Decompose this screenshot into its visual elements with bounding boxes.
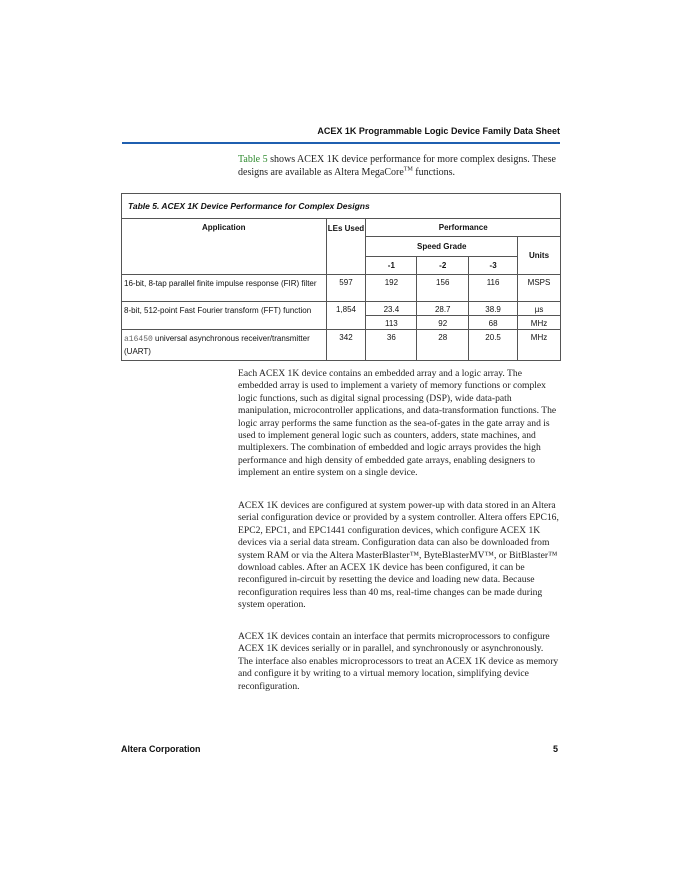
intro-text-1: shows ACEX 1K device performance for more complex designs. These designs are available as Altera MegaCore	[238, 154, 556, 178]
footer-page-number: 5	[553, 744, 559, 754]
cell-grade-2: 156	[417, 275, 469, 302]
header-grade-2: -2	[417, 257, 469, 275]
page-header-title: ACEX 1K Programmable Logic Device Family Data Sheet	[317, 126, 560, 136]
cell-grade-1: 192	[366, 275, 417, 302]
cell-les: 342	[326, 330, 366, 361]
cell-grade-3: 38.9	[469, 302, 518, 316]
cell-units: MHz	[518, 316, 561, 330]
cell-grade-2: 28	[417, 330, 469, 361]
cell-grade-2: 28.7	[417, 302, 469, 316]
paragraph-interface: ACEX 1K devices contain an interface that permits microprocessors to configure ACEX 1K devices serially or in parallel, and synchronously or asynchronously. The interface also enables microprocessors to treat an ACEX 1K device as memory and configure it by writing to a virtual memory location, simplifying device reconfiguration.	[238, 631, 559, 692]
footer-company: Altera Corporation	[121, 744, 201, 754]
cell-units: µs	[518, 302, 561, 316]
cell-grade-3: 116	[469, 275, 518, 302]
table-row	[122, 275, 561, 302]
table-caption: Table 5. ACEX 1K Device Performance for Complex Designs	[122, 194, 561, 219]
paragraph-configuration: ACEX 1K devices are configured at system power-up with data stored in an Altera serial configuration device or provided by a system controller. Altera offers EPC16, EPC2, EPC1, and EPC1441 configuration devices, which configure ACEX 1K devices via a serial data stream. Configuration data can also be downloaded from system RAM or via the Altera MasterBlaster™, ByteBlasterMV™, or BitBlaster™ download cables. After an ACEX 1K device has been configured, it can be reconfigured in-circuit by resetting the device and loading new data. Because reconfiguration requires less than 40 ms, real-time changes can be made during system operation.	[238, 500, 559, 611]
cell-les: 1,854	[326, 302, 366, 330]
header-units: Units	[518, 237, 561, 275]
table-5-link[interactable]: Table 5	[238, 154, 268, 165]
cell-units: MHz	[518, 330, 561, 361]
cell-grade-1: 36	[366, 330, 417, 361]
cell-units: MSPS	[518, 275, 561, 302]
cell-application	[122, 330, 327, 361]
cell-application: 8-bit, 512-point Fast Fourier transform (FFT) function	[122, 302, 327, 330]
cell-les: 597	[326, 275, 366, 302]
cell-grade-3: 68	[469, 316, 518, 330]
header-grade-1: -1	[366, 257, 417, 275]
trademark-mark: TM	[403, 166, 413, 173]
table-row	[122, 302, 561, 316]
header-rule	[122, 142, 560, 144]
cell-grade-1: 113	[366, 316, 417, 330]
header-application: Application	[122, 219, 327, 275]
cell-grade-2: 92	[417, 316, 469, 330]
table-row	[122, 330, 561, 361]
paragraph-embedded-array: Each ACEX 1K device contains an embedded array and a logic array. The embedded array is used to implement a variety of memory functions or complex logic functions, such as digital signal processing (DSP), wide data-path manipulation, microcontroller applications, and data-transformation functions. The logic array performs the same function as the sea-of-gates in the gate array and is used to implement general logic such as counters, adders, state machines, and multiplexers. The combination of embedded and logic arrays provides the high performance and high density of embedded gate arrays, enabling designers to implement an entire system on a single device.	[238, 368, 557, 479]
header-speed-grade: Speed Grade	[366, 237, 518, 257]
header-performance: Performance	[366, 219, 561, 237]
cell-application: 16-bit, 8-tap parallel finite impulse response (FIR) filter	[122, 275, 327, 302]
cell-grade-3: 20.5	[469, 330, 518, 361]
cell-application-text: universal asynchronous receiver/transmitter (UART)	[124, 334, 310, 356]
intro-paragraph	[238, 153, 568, 179]
code-a16450: a16450	[124, 335, 153, 344]
header-grade-3: -3	[469, 257, 518, 275]
intro-text-2: functions.	[412, 167, 455, 178]
header-les-used: LEs Used	[326, 219, 366, 275]
performance-table	[121, 193, 561, 361]
cell-grade-1: 23.4	[366, 302, 417, 316]
